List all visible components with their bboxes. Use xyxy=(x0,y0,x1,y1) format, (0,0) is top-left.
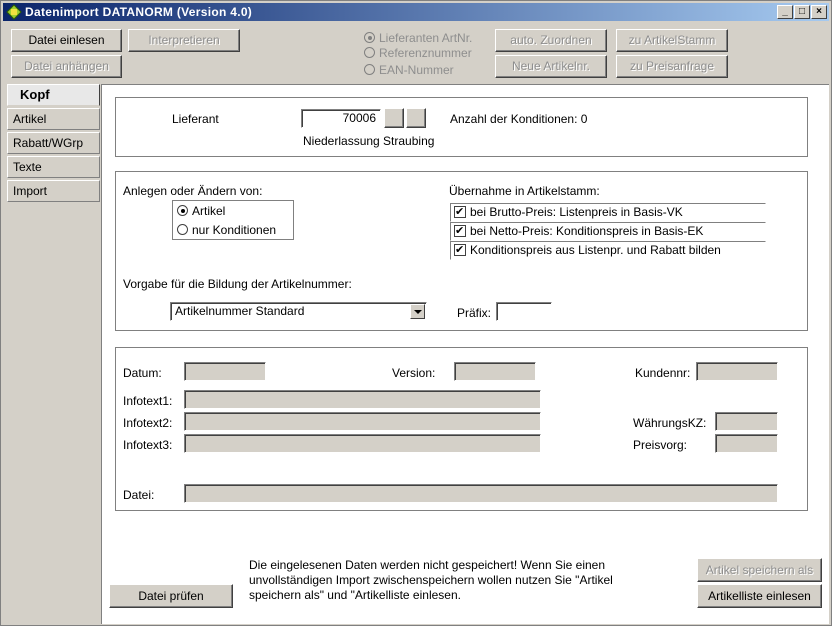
waehrung-field xyxy=(715,412,778,431)
datei-label: Datei: xyxy=(123,488,155,502)
window-title: Datenimport DATANORM (Version 4.0) xyxy=(25,5,253,19)
neue-artikelnr-button[interactable]: Neue Artikelnr. xyxy=(495,55,607,78)
vorgabe-label: Vorgabe für die Bildung der Artikelnummer: xyxy=(123,277,352,291)
checkbox-icon xyxy=(454,206,466,218)
infotext1-field xyxy=(184,390,541,409)
lieferant-detail-button[interactable] xyxy=(406,108,426,128)
preisvorg-field xyxy=(715,434,778,453)
praefix-input[interactable] xyxy=(496,302,552,321)
uebernahme-title: Übernahme in Artikelstamm: xyxy=(449,184,600,198)
version-field xyxy=(454,362,536,381)
checkbox-icon xyxy=(454,225,466,237)
preisvorg-label: Preisvorg: xyxy=(633,438,688,452)
checkbox-icon xyxy=(454,244,466,256)
lieferant-panel xyxy=(115,97,808,157)
tab-import[interactable]: Import xyxy=(7,180,100,202)
infotext2-label: Infotext2: xyxy=(123,416,173,430)
check-netto[interactable]: ✔bei Netto-Preis: Konditionspreis in Basis-EK xyxy=(450,222,766,241)
datum-label: Datum: xyxy=(123,366,162,380)
minimize-button[interactable]: _ xyxy=(777,5,793,19)
close-button[interactable]: × xyxy=(811,5,827,19)
tab-rabatt-wgrp[interactable]: Rabatt/WGrp xyxy=(7,132,100,154)
radio-ean-nummer[interactable]: EAN-Nummer xyxy=(364,63,454,77)
kundennr-field xyxy=(696,362,778,381)
option-artikel[interactable]: Artikel xyxy=(177,204,225,218)
chevron-down-icon[interactable] xyxy=(410,304,425,319)
maximize-button[interactable]: □ xyxy=(794,5,810,19)
info-panel xyxy=(115,347,808,511)
anlegen-panel xyxy=(115,171,808,331)
infotext1-label: Infotext1: xyxy=(123,394,173,408)
radio-icon xyxy=(177,224,188,235)
radio-icon xyxy=(364,47,375,58)
lieferant-input[interactable]: 70006 xyxy=(301,109,381,128)
anlegen-options xyxy=(172,200,294,240)
datei-pruefen-button[interactable]: Datei prüfen xyxy=(109,584,233,608)
radio-referenznummer[interactable]: Referenznummer xyxy=(364,46,472,60)
app-icon xyxy=(6,4,22,20)
interpretieren-button[interactable]: Interpretieren xyxy=(128,29,240,52)
datei-anhaengen-button[interactable]: Datei anhängen xyxy=(11,55,122,78)
artikelliste-einlesen-button[interactable]: Artikelliste einlesen xyxy=(697,584,822,608)
check-brutto[interactable]: ✔bei Brutto-Preis: Listenpreis in Basis-VK xyxy=(450,203,766,222)
option-nur-konditionen[interactable]: nur Konditionen xyxy=(177,223,276,237)
konditionen-count: Anzahl der Konditionen: 0 xyxy=(450,112,588,126)
auto-zuordnen-button[interactable]: auto. Zuordnen xyxy=(495,29,607,52)
datei-field xyxy=(184,484,778,503)
tab-texte[interactable]: Texte xyxy=(7,156,100,178)
tab-kopf[interactable]: Kopf xyxy=(7,84,100,106)
content-area xyxy=(101,84,829,624)
infotext3-field xyxy=(184,434,541,453)
zu-preisanfrage-button[interactable]: zu Preisanfrage xyxy=(616,55,728,78)
datum-field xyxy=(184,362,266,381)
waehrung-label: WährungsKZ: xyxy=(633,416,707,430)
check-konditionspreis[interactable]: ✔Konditionspreis aus Listenpr. und Rabatt bilden xyxy=(450,241,766,260)
footer-message: Die eingelesenen Daten werden nicht gespeichert! Wenn Sie einen unvollständigen Import zwischenspeichern wollen nutzen Sie "Artikel speichern als" und "Artikelliste einlesen. xyxy=(249,558,613,602)
datei-einlesen-button[interactable]: Datei einlesen xyxy=(11,29,122,52)
radio-icon xyxy=(364,32,375,43)
vorgabe-select[interactable]: Artikelnummer Standard xyxy=(170,302,427,321)
anlegen-title: Anlegen oder Ändern von: xyxy=(123,184,263,198)
artikel-speichern-button[interactable]: Artikel speichern als xyxy=(697,558,822,582)
radio-icon xyxy=(177,205,188,216)
title-bar xyxy=(3,3,829,21)
niederlassung-label: Niederlassung Straubing xyxy=(303,134,435,148)
radio-icon xyxy=(364,64,375,75)
lieferant-label: Lieferant xyxy=(172,112,219,126)
radio-lieferanten-artnr[interactable]: Lieferanten ArtNr. xyxy=(364,31,472,45)
kundennr-label: Kundennr: xyxy=(635,366,691,380)
infotext2-field xyxy=(184,412,541,431)
praefix-label: Präfix: xyxy=(457,306,492,320)
version-label: Version: xyxy=(392,366,436,380)
lieferant-lookup-button[interactable] xyxy=(384,108,404,128)
infotext3-label: Infotext3: xyxy=(123,438,173,452)
tab-artikel[interactable]: Artikel xyxy=(7,108,100,130)
zu-artikelstamm-button[interactable]: zu ArtikelStamm xyxy=(616,29,728,52)
